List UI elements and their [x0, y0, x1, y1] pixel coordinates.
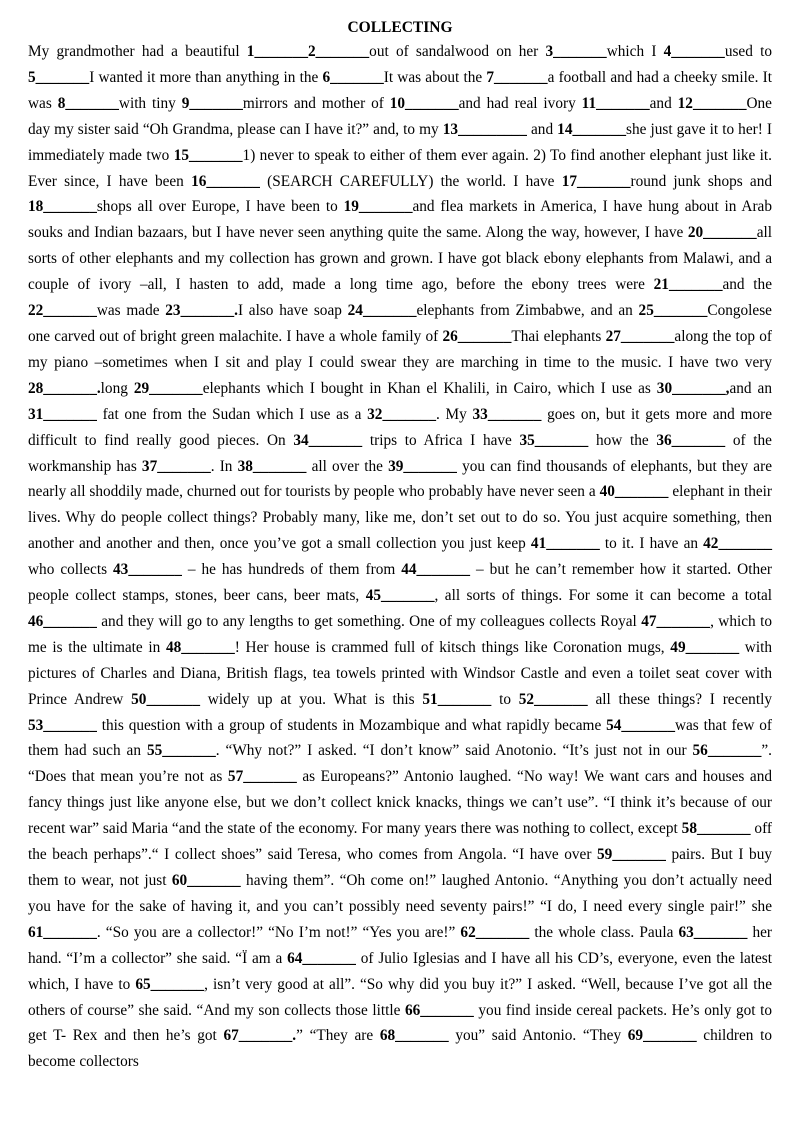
passage-text: all these things? I recently	[587, 690, 772, 708]
blank-6: 6_______	[322, 68, 384, 86]
blank-67: 67_______.	[223, 1027, 297, 1045]
cloze-passage	[28, 39, 772, 1075]
blank-25: 25_______	[638, 302, 708, 320]
passage-text: her hand. “I’m a collector” she said. “Ï am a	[28, 923, 772, 967]
blank-17: 17_______	[561, 172, 631, 190]
blank-28: 28_______.	[28, 379, 101, 397]
blank-21: 21_______	[653, 276, 723, 294]
passage-text: round junk shops and	[630, 172, 772, 190]
blank-59: 59_______	[597, 846, 666, 864]
blank-5: 5_______	[28, 68, 90, 86]
blank-50: 50_______	[131, 690, 200, 708]
blank-8: 8_______	[57, 94, 119, 112]
passage-text: to it. I have an	[599, 535, 704, 553]
passage-text: was made	[96, 302, 166, 320]
passage-text: she just gave it to her! I immediately made two	[28, 120, 772, 164]
blank-16: 16_______	[191, 172, 260, 190]
passage-text: One day my sister said “Oh Grandma, please can I have it?” and, to my	[28, 94, 772, 138]
blank-2: 2_______	[307, 43, 370, 60]
blank-58: 58_______	[681, 820, 751, 838]
blank-11: 11_______	[581, 94, 650, 112]
blank-37: 37_______	[141, 457, 211, 475]
passage-text: of the workmanship has	[28, 431, 772, 475]
blank-30: 30_______,	[656, 379, 730, 397]
passage-text: It was about the	[383, 68, 487, 86]
passage-text: 1) never to speak to either of them ever again. 2) To find another elephant just like it. Ever since, I have been	[28, 146, 772, 190]
passage-text: and the	[722, 276, 772, 294]
blank-62: 62_______	[460, 923, 530, 941]
blank-22: 22_______	[28, 302, 97, 320]
blank-46: 46_______	[28, 612, 97, 630]
blank-18: 18_______	[28, 198, 97, 216]
blank-55: 55_______	[146, 742, 216, 760]
blank-57: 57_______	[227, 768, 297, 786]
blank-12: 12_______	[677, 94, 747, 112]
passage-text: . In	[210, 457, 238, 475]
blank-43: 43_______	[113, 561, 182, 579]
passage-text: . My	[435, 405, 473, 423]
passage-text: trips to Africa I have	[362, 431, 520, 449]
passage-text: as Europeans?” Antonio laughed. “No way! We want cars and houses and fancy things just like anyone else, but we don’t collect knick knacks, things we can’t use”. “I think it’s because of our recent war” said Maria “and the state of the economy. For many years there was nothing to collect, except	[28, 768, 772, 838]
passage-text: children to become collectors	[28, 1027, 772, 1071]
passage-text: and had real ivory	[458, 94, 582, 112]
blank-47: 47_______	[641, 612, 711, 630]
passage-text: which I	[606, 43, 664, 60]
passage-text: long	[100, 379, 134, 397]
blank-15: 15_______	[173, 146, 243, 164]
blank-66: 66_______	[404, 1001, 474, 1019]
passage-text: having them”. “Oh come on!” laughed Antonio. “Anything you don’t actually need you have for the sake of having it, and you can’t possibly need seventy pairs!” “I do, I need every single pair!” she	[28, 872, 772, 915]
passage-text: off the beach perhaps”.“ I collect shoes” said Teresa, who comes from Angola. “I have over	[28, 820, 772, 864]
passage-text: – he has hundreds of them from	[181, 561, 402, 579]
blank-60: 60_______	[171, 872, 241, 889]
blank-69: 69_______	[627, 1027, 697, 1045]
passage-text: (SEARCH CAREFULLY) the world. I have	[259, 172, 562, 190]
passage-text: a football and had a cheeky smile. It was	[28, 68, 772, 112]
passage-text: this question with a group of students in Mozambique and what rapidly became	[96, 716, 607, 734]
passage-text: and they will go to any lengths to get something. One of my colleagues collects Royal	[96, 612, 642, 630]
passage-text: ! Her house is crammed full of kitsch things like Coronation mugs,	[234, 638, 671, 656]
passage-text: elephant in their lives. Why do people collect things? Probably many, like me, don’t set out to do so. You just acquire something, then another and another and then, once you’ve got a small collection you just keep	[28, 483, 772, 553]
passage-text: shops all over Europe, I have been to	[96, 198, 344, 216]
passage-text: was that few of them had such an	[28, 716, 773, 760]
blank-1: 1_______	[246, 43, 308, 60]
blank-49: 49_______	[670, 638, 740, 656]
blank-51: 51_______	[422, 690, 492, 708]
document-title: COLLECTING	[347, 19, 453, 36]
blank-19: 19_______	[343, 198, 413, 216]
passage-text: . “Why not?” I asked. “I don’t know” said Anotonio. “It’s just not in our	[215, 742, 693, 760]
blank-34: 34_______	[293, 431, 363, 449]
blank-54: 54_______	[606, 716, 675, 734]
passage-text: Congolese one carved out of bright green malachite. I have a whole family of	[28, 302, 772, 345]
passage-text: widely up at you. What is this	[199, 690, 423, 708]
blank-61: 61_______	[28, 923, 97, 941]
passage-text: with pictures of Charles and Diana, British flags, tea towels printed with Windsor Castle and even a toilet seat cover with Prince Andrew	[28, 638, 773, 708]
passage-text: pairs. But I buy them to wear, not just	[28, 846, 772, 889]
blank-4: 4_______	[663, 43, 725, 60]
passage-text: and flea markets in America, I have hung about in Arab souks and Indian bazaars, but I have never seen anything quite the same. Along the way, however, I have	[28, 198, 772, 242]
passage-text: who collects	[28, 561, 114, 579]
blank-24: 24_______	[347, 302, 417, 320]
blank-14: 14_______	[557, 120, 627, 138]
blank-45: 45_______	[365, 587, 435, 605]
blank-53: 53_______	[28, 716, 97, 734]
passage-text: all over the	[306, 457, 389, 475]
passage-text: you find inside cereal packets. He’s only got to get T- Rex and then he’s got	[28, 1001, 772, 1045]
passage-text: how the	[588, 431, 657, 449]
blank-3: 3_______	[545, 43, 607, 60]
passage-text: I wanted it more than anything in the	[89, 68, 323, 86]
blank-36: 36_______	[656, 431, 726, 449]
passage-text: mirrors and mother of	[242, 94, 390, 112]
blank-27: 27_______	[605, 327, 675, 345]
blank-63: 63_______	[678, 923, 748, 941]
blank-35: 35_______	[519, 431, 589, 449]
blank-33: 33_______	[472, 405, 542, 423]
blank-38: 38_______	[237, 457, 307, 475]
blank-42: 42_______	[703, 535, 772, 553]
blank-68: 68_______	[379, 1027, 449, 1045]
passage-text: and an	[729, 379, 772, 397]
passage-text: with tiny	[118, 94, 182, 112]
passage-text: and	[526, 120, 558, 138]
blank-44: 44_______	[401, 561, 471, 579]
passage-text: all sorts of other elephants and my collection has grown and grown. I have got black ebony elephants from Malawi, and a couple of ivory –all, I hasten to add, made a long time ago, before the ebony trees were	[28, 224, 772, 294]
blank-39: 39_______	[388, 457, 457, 475]
blank-64: 64_______	[287, 949, 356, 967]
passage-text: you” said Antonio. “They	[448, 1027, 628, 1045]
blank-7: 7_______	[486, 68, 548, 86]
passage-text: fat one from the Sudan which I use as a	[96, 405, 368, 423]
passage-text: My grandmother had a beautiful	[28, 43, 247, 60]
passage-text: , isn’t very good at all”. “So why did you buy it?” I asked. “Well, because I’ve got all the others of course” she said. “And my son collects those little	[28, 975, 772, 1019]
passage-text: , all sorts of things. For some it can become a total	[434, 587, 772, 605]
passage-text: along the top of my piano –sometimes when I sit and play I could swear they are marching in time to the music. I have two very	[28, 327, 773, 371]
passage-text: you can find thousands of elephants, but they are nearly all shoddily made, churned out for tourists by people who probably have never seen a	[28, 457, 772, 501]
passage-text: , which to me is the ultimate in	[28, 612, 772, 656]
blank-32: 32_______	[367, 405, 436, 423]
blank-9: 9_______	[181, 94, 243, 112]
blank-13: 13_________	[442, 120, 527, 138]
blank-10: 10_______	[389, 94, 459, 112]
blank-26: 26_______	[442, 327, 512, 345]
blank-20: 20_______	[687, 224, 757, 242]
blank-29: 29_______	[133, 379, 203, 397]
passage-text: ” “They are	[296, 1027, 380, 1045]
passage-text: elephants which I bought in Khan el Khalili, in Cairo, which I use as	[202, 379, 657, 397]
passage-text: to	[491, 690, 519, 708]
passage-text: of Julio Iglesias and I have all his CD’s, everyone, even the latest which, I have to	[28, 949, 772, 993]
blank-23: 23_______.	[165, 302, 238, 320]
passage-text: elephants from Zimbabwe, and an	[416, 302, 639, 320]
blank-65: 65_______	[135, 975, 205, 993]
passage-text: ”. “Does that mean you’re not as	[28, 742, 772, 786]
passage-text: out of sandalwood on her	[369, 43, 546, 60]
blank-52: 52_______	[518, 690, 588, 708]
blank-31: 31_______	[28, 405, 97, 423]
passage-text: Thai elephants	[511, 327, 606, 345]
passage-text: the whole class. Paula	[529, 923, 679, 941]
blank-56: 56_______	[692, 742, 762, 760]
blank-48: 48_______	[165, 638, 235, 656]
passage-text: – but he can’t remember how it started. Other people collect stamps, stones, beer cans, beer mats,	[28, 561, 772, 605]
passage-text: used to	[724, 43, 772, 60]
passage-text: . “So you are a collector!” “No I’m not!” “Yes you are!”	[96, 923, 461, 941]
passage-text: I also have soap	[237, 302, 348, 320]
passage-text: goes on, but it gets more and more difficult to find really good pieces. On	[28, 405, 772, 449]
blank-41: 41_______	[530, 535, 600, 553]
blank-40: 40_______	[599, 483, 669, 501]
passage-text: and	[649, 94, 678, 112]
